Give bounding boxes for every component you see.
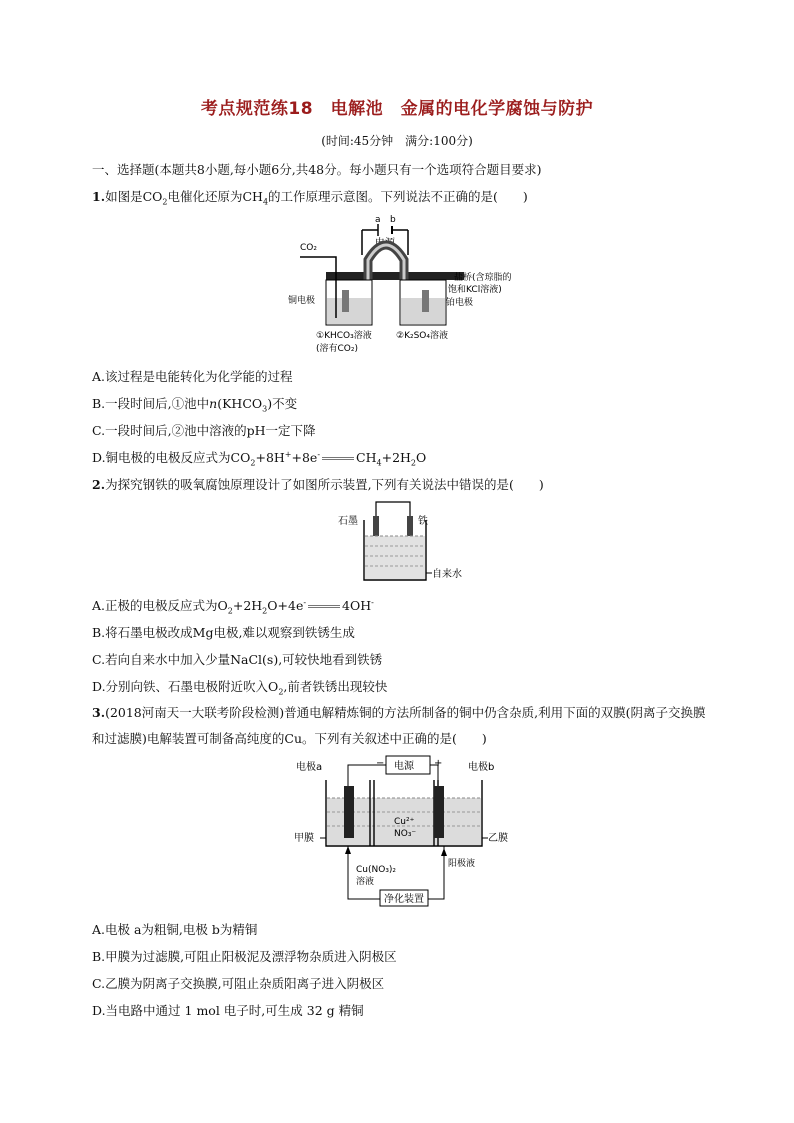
q1-label-salt-bridge-2: 饱和KCl溶液) [448, 285, 502, 295]
q1-label-pt-electrode: 铂电极 [446, 298, 474, 308]
q2-option-a-sup: - [303, 597, 307, 607]
q1-option-b-italic: n [209, 396, 218, 411]
q2-option-a [92, 596, 374, 616]
q3-label-cu-no3: Cu(NO₃)₂ [356, 865, 397, 875]
q3-stem-text: (2018河南天一大联考阶段检测)普通电解精炼铜的方法所制备的铜中仍含杂质,利用下面的双膜(阴离子交换膜和过滤膜)电解装置可制备高纯度的Cu。下列有关叙述中正确的是( ) [92, 705, 706, 746]
q2-label-water: 自来水 [432, 569, 462, 580]
q1-option-d-text: +8e [291, 450, 318, 465]
q3-label-electrode-a: 电极a [296, 762, 323, 773]
equals-sign-icon [322, 457, 354, 460]
q1-option-d-text: O [416, 450, 427, 465]
q1-stem-text-2: 电催化还原为CH [167, 189, 263, 204]
q1-stem-text-3: 的工作原理示意图。下列说法不正确的是( ) [268, 189, 528, 204]
q1-option-d-text: +8H [255, 450, 285, 465]
q2-stem-text: 为探究钢铁的吸氧腐蚀原理设计了如图所示装置,下列有关说法中错误的是( ) [105, 477, 544, 492]
q2-option-a-text: 4OH [342, 598, 372, 613]
q2-number: 2. [92, 477, 106, 492]
section-heading: 一、选择题(本题共8小题,每小题6分,共48分。每小题只有一个选项符合题目要求) [92, 162, 542, 177]
q2-option-d-text: ,前者铁锈出现较快 [283, 679, 388, 694]
q2-stem [92, 475, 544, 493]
q3-label-electrode-b: 电极b [468, 762, 495, 773]
q1-option-b-text: (KHCO [217, 396, 263, 411]
q1-label-power: 电源 [375, 238, 395, 249]
q1-number: 1. [92, 189, 106, 204]
q1-option-c: C.一段时间后,②池中溶液的pH一定下降 [92, 423, 316, 438]
q1-option-b-sub: 3 [262, 404, 268, 414]
q2-option-b: B.将石墨电极改成Mg电极,难以观察到铁锈生成 [92, 625, 355, 640]
q3-option-d: D.当电路中通过 1 mol 电子时,可生成 32 g 精铜 [92, 1003, 364, 1018]
q1-option-d-text: CH [356, 450, 377, 465]
q2-option-d [92, 677, 387, 697]
q1-label-a: a [375, 215, 381, 225]
equals-sign-icon [308, 605, 340, 608]
q1-option-b-text: B.一段时间后,①池中 [92, 396, 210, 411]
q1-option-d-sup: - [317, 449, 321, 459]
q3-label-anolyte: 阳极液 [448, 859, 476, 869]
q3-label-cu-ion: Cu²⁺ [394, 817, 415, 827]
q1-stem-text-1: 如图是CO [105, 189, 163, 204]
q3-label-membrane-b: 乙膜 [488, 833, 508, 844]
q1-label-b: b [390, 215, 396, 225]
q1-option-a: A.该过程是电能转化为化学能的过程 [92, 369, 293, 384]
q1-option-b-text: )不变 [267, 396, 298, 411]
q3-label-membrane-a: 甲膜 [294, 833, 314, 844]
q3-option-c: C.乙膜为阴离子交换膜,可阻止杂质阳离子进入阴极区 [92, 976, 385, 991]
q3-label-no3-ion: NO₃⁻ [394, 829, 417, 839]
q3-option-a: A.电极 a为粗铜,电极 b为精铜 [92, 922, 258, 937]
q1-label-co2: CO₂ [300, 243, 317, 253]
q2-label-graphite: 石墨 [338, 516, 358, 527]
q1-option-d-sub: 4 [376, 458, 382, 468]
q2-figure [338, 496, 468, 586]
q1-label-sol1b: (溶有CO₂) [316, 344, 358, 354]
q2-label-iron: 铁 [418, 516, 428, 527]
q1-label-sol2: ②K₂SO₄溶液 [396, 331, 448, 341]
q2-option-a-sup: - [371, 597, 374, 607]
q1-option-d-text: D.铜电极的电极反应式为CO [92, 450, 251, 465]
q1-label-cu-electrode: 铜电极 [288, 296, 316, 306]
q3-figure [296, 754, 516, 912]
q2-option-a-text: +2H [232, 598, 263, 613]
q1-label-salt-bridge: 盐桥(含琼脂的 [454, 273, 512, 283]
q3-stem [92, 700, 712, 752]
q3-label-solution: 溶液 [356, 877, 375, 887]
page-subtitle: (时间:45分钟 满分:100分) [321, 134, 473, 148]
q1-sub: 4 [262, 197, 269, 207]
q1-figure [288, 210, 516, 360]
q2-option-a-text: A.正极的电极反应式为O [92, 598, 228, 613]
q1-option-d-sub: 2 [250, 458, 256, 468]
q3-option-b: B.甲膜为过滤膜,可阻止阳极泥及漂浮物杂质进入阴极区 [92, 949, 397, 964]
page-title: 考点规范练18 电解池 金属的电化学腐蚀与防护 [200, 99, 594, 119]
q1-label-sol1: ①KHCO₃溶液 [316, 331, 372, 341]
q3-label-power: 电源 [394, 761, 414, 772]
q2-option-d-text: D.分别向铁、石墨电极附近吹入O [92, 679, 279, 694]
q2-option-a-sub: 2 [227, 606, 233, 616]
q2-option-a-text: O+4e [267, 598, 304, 613]
q2-option-c: C.若向自来水中加入少量NaCl(s),可较快地看到铁锈 [92, 652, 383, 667]
q1-stem [92, 187, 528, 207]
q2-option-a-sub: 2 [262, 606, 268, 616]
q1-option-d-sup: + [284, 449, 292, 459]
q2-option-d-sub: 2 [278, 687, 284, 697]
q1-option-d [92, 448, 426, 468]
q3-number: 3. [92, 705, 106, 720]
q1-option-d-sub: 2 [410, 458, 417, 468]
q1-sub: 2 [162, 197, 168, 207]
q3-label-plus: + [434, 758, 443, 769]
q3-label-purifier: 净化装置 [384, 894, 424, 905]
q3-label-minus: − [376, 758, 385, 769]
q1-option-b [92, 394, 297, 414]
q1-option-d-text: +2H [381, 450, 411, 465]
